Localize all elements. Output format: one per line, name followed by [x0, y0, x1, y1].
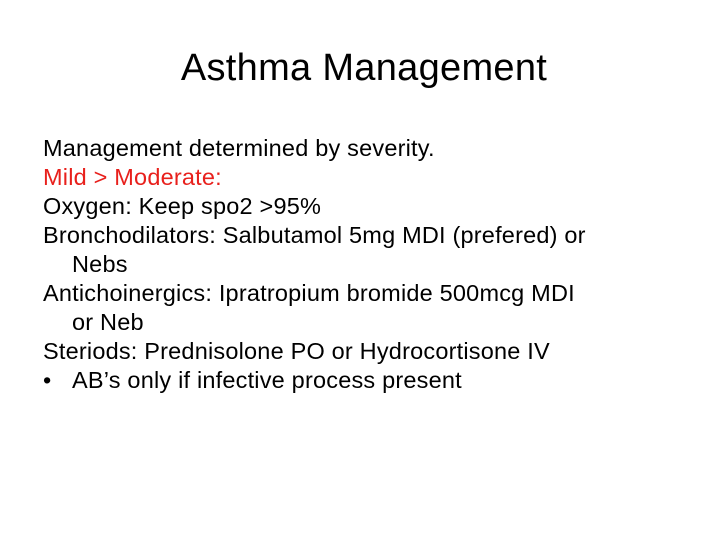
body-line-management: Management determined by severity. — [43, 135, 435, 161]
body-line-severity-heading: Mild > Moderate: — [43, 164, 222, 190]
slide-title: Asthma Management — [180, 47, 548, 89]
body-line-anticholinergics-continued: or Neb — [72, 309, 144, 335]
bullet-text: AB’s only if infective process present — [72, 367, 462, 393]
body-line-steroids: Steriods: Prednisolone PO or Hydrocortisone IV — [43, 338, 550, 364]
body-line-oxygen: Oxygen: Keep spo2 >95% — [43, 193, 322, 219]
body-line-anticholinergics: Antichoinergics: Ipratropium bromide 500mcg MDI — [43, 280, 575, 306]
slide-body — [43, 134, 693, 395]
body-line-bronchodilators: Bronchodilators: Salbutamol 5mg MDI (prefered) or — [43, 222, 586, 248]
bullet-item-antibiotics — [43, 366, 693, 395]
bullet-icon: • — [43, 367, 52, 393]
body-line-bronchodilators-continued: Nebs — [72, 251, 128, 277]
